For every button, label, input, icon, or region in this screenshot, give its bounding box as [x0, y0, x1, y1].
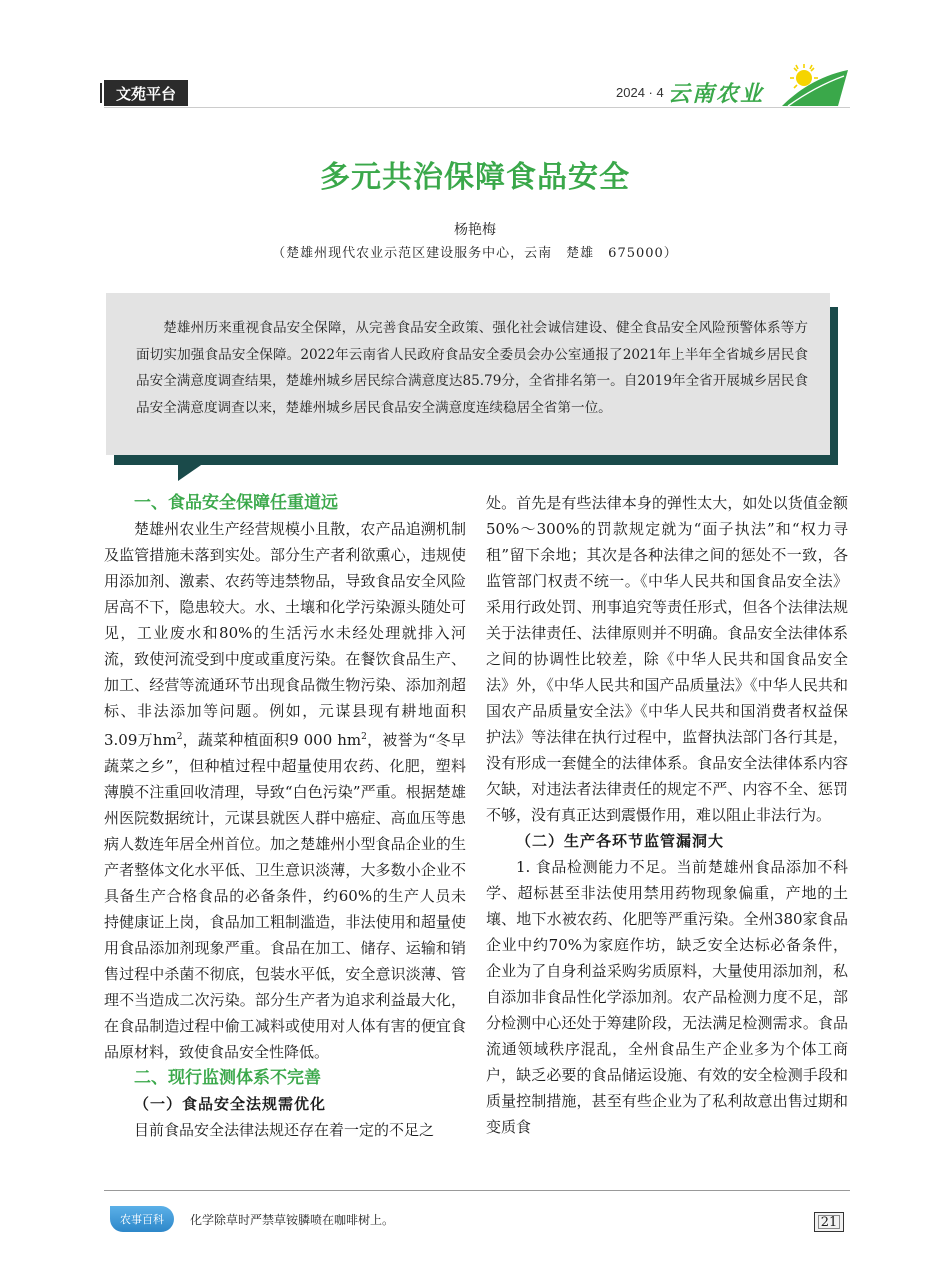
abstract-tail: [178, 463, 204, 481]
paragraph-2-cont: 处。首先是有些法律本身的弹性太大，如处以货值金额50%～300%的罚款规定就为“面子执法”和“权力寻租”留下余地；其次是各种法律之间的惩处不一致，各监管部门权责不统一。《中华人民共和国食品安全法》采用行政处罚、刑事追究等责任形式，但各个法律法规关于法律责任、法律原则并不明确。食品安全法律体系之间的协调性比较差，除《中华人民共和国食品安全法》外，《中华人民共和国产品质量法》《中华人民共和国农产品质量安全法》《中华人民共和国消费者权益保护法》等法律在执行过程中，监督执法部门各行其是，没有形成一套健全的法律体系。食品安全法律体系内容欠缺，对违法者法律责任的规定不严、内容不全、惩罚不够，没有真正达到震慑作用，难以阻止非法行为。: [486, 494, 848, 824]
article-title: 多元共治保障食品安全: [320, 160, 630, 195]
page-number: 21: [814, 1212, 844, 1232]
footer-tip: 化学除草时严禁草铵膦喷在咖啡树上。: [190, 1213, 395, 1227]
subsection-heading-1: （一）食品安全法规需优化: [134, 1095, 327, 1113]
section-heading-2: 二、现行监测体系不完善: [134, 1068, 321, 1088]
body-column-left: [104, 490, 466, 1143]
section-tag: 文苑平台: [104, 80, 188, 106]
issue-number: 2024 · 4: [616, 85, 664, 100]
paragraph-1: 楚雄州农业生产经营规模小且散，农产品追溯机制及监管措施未落到实处。部分生产者利欲熏心，违规使用添加剂、激素、农药等违禁物品，导致食品安全风险居高不下，隐患较大。水、土壤和化学污染源头随处可见，工业废水和80%的生活污水未经处理就排入河流，致使河流受到中度或重度污染。在餐饮食品生产、加工、经营等流通环节出现食品微生物污染、添加剂超标、非法添加等问题。例如，元谋县现有耕地面积3.09万$hm^2$，蔬菜种植面积9 000 $hm^2$，被誉为“冬早蔬菜之乡”，但种植过程中超量使用农药、化肥，塑料薄膜不注重回收清理，导致“白色污染”严重。根据楚雄州医院数据统计，元谋县就医人群中癌症、高血压等患病人数连年居全州首位。加之楚雄州小型食品企业的生产者整体文化水平低、卫生意识淡薄，大多数小企业不具备生产合格食品的必备条件，约60%的生产人员未持健康证上岗，食品加工粗制滥造，非法使用和超量使用食品添加剂现象严重。食品在加工、储存、运输和销售过程中杀菌不彻底，包装水平低，安全意识淡薄、管理不当造成二次污染。部分生产者为追求利益最大化，在食品制造过程中偷工减料或使用对人体有害的便宜食品原材料，致使食品安全性降低。: [104, 520, 466, 1061]
magazine-logo-icon: [778, 62, 850, 112]
header-divider: [104, 107, 850, 108]
section-heading-1: 一、食品安全保障任重道远: [134, 493, 338, 513]
article-author: 杨艳梅: [454, 222, 496, 238]
subsection-heading-2: （二）生产各环节监管漏洞大: [516, 832, 725, 850]
magazine-name: 云南农业: [668, 81, 765, 107]
body-column-right: [486, 490, 848, 1140]
footer-badge: 农事百科: [110, 1206, 174, 1232]
abstract-text: 楚雄州历来重视食品安全保障，从完善食品安全政策、强化社会诚信建设、健全食品安全风险预警体系等方面切实加强食品安全保障。2022年云南省人民政府食品安全委员会办公室通报了2021年上半年全省城乡居民食品安全满意度调查结果，楚雄州城乡居民综合满意度达85.79分，全省排名第一。自2019年全省开展城乡居民食品安全满意度调查以来，楚雄州城乡居民食品安全满意度连续稳居全省第一位。: [136, 320, 808, 416]
paragraph-2-start: 目前食品安全法律法规还存在着一定的不足之: [134, 1121, 435, 1139]
footer-divider: [104, 1190, 850, 1191]
author-affiliation: （楚雄州现代农业示范区建设服务中心，云南 楚雄 675000）: [272, 246, 678, 261]
paragraph-3: 1. 食品检测能力不足。当前楚雄州食品添加不科学、超标甚至非法使用禁用药物现象偏重，产地的土壤、地下水被农药、化肥等严重污染。全州380家食品企业中约70%为家庭作坊，缺乏安全达标必备条件，企业为了自身利益采购劣质原料，大量使用添加剂，私自添加非食品性化学添加剂。农产品检测力度不足，部分检测中心还处于筹建阶段，无法满足检测需求。食品流通领域秩序混乱，全州食品生产企业多为个体工商户，缺乏必要的食品储运设施、有效的安全检测手段和质量控制措施，甚至有些企业为了私利故意出售过期和变质食: [486, 858, 848, 1136]
abstract-box: [106, 293, 830, 455]
